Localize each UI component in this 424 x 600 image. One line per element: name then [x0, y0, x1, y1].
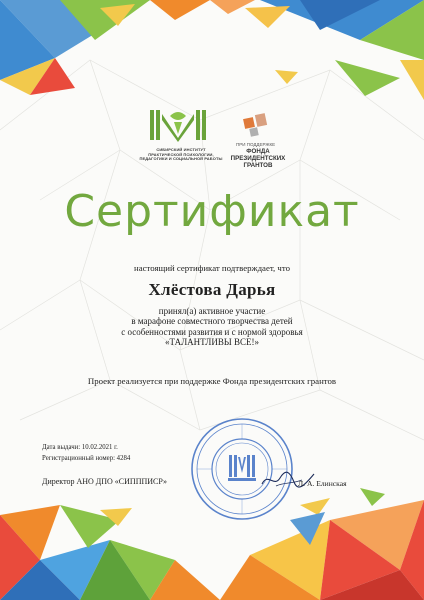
grants-name: ФОНДА ПРЕЗИДЕНТСКИХ ГРАНТОВ [230, 148, 286, 169]
grants-pre-label: ПРИ ПОДДЕРЖКЕ [236, 142, 276, 147]
institute-caption: СИБИРСКИЙ ИНСТИТУТ ПРАКТИЧЕСКОЙ ПСИХОЛОГИИ, ПЕДАГОГИКИ И СОЦИАЛЬНОЙ РАБОТЫ [139, 147, 223, 162]
certificate-title: Сертификат [64, 186, 360, 237]
institute-logo [138, 108, 224, 176]
project-support-text: Проект реализуется при поддержке Фонда президентских грантов [87, 376, 337, 386]
grants-logo-icon [240, 110, 280, 140]
registration-number: Регистрационный номер: 4284 [42, 455, 131, 462]
logos-row [0, 108, 424, 176]
presidential-grants-logo [228, 108, 288, 176]
confirm-text: настоящий сертификат подтверждает, что [133, 263, 290, 273]
issue-date: Дата выдачи: 10.02.2021 г. [42, 444, 118, 451]
signer-name: Л. А. Елинская [298, 479, 347, 488]
institute-logo-icon [138, 108, 224, 144]
participation-text: принял(а) активное участие в марафоне совместного творчества детей с особенностями развития и с нормой здоровья «ТАЛАНТЛИВЫ ВСЕ!» [121, 306, 303, 348]
director-title: Директор АНО ДПО «СИПППИСР» [42, 477, 168, 486]
participant-name: Хлёстова Дарья [148, 280, 276, 299]
